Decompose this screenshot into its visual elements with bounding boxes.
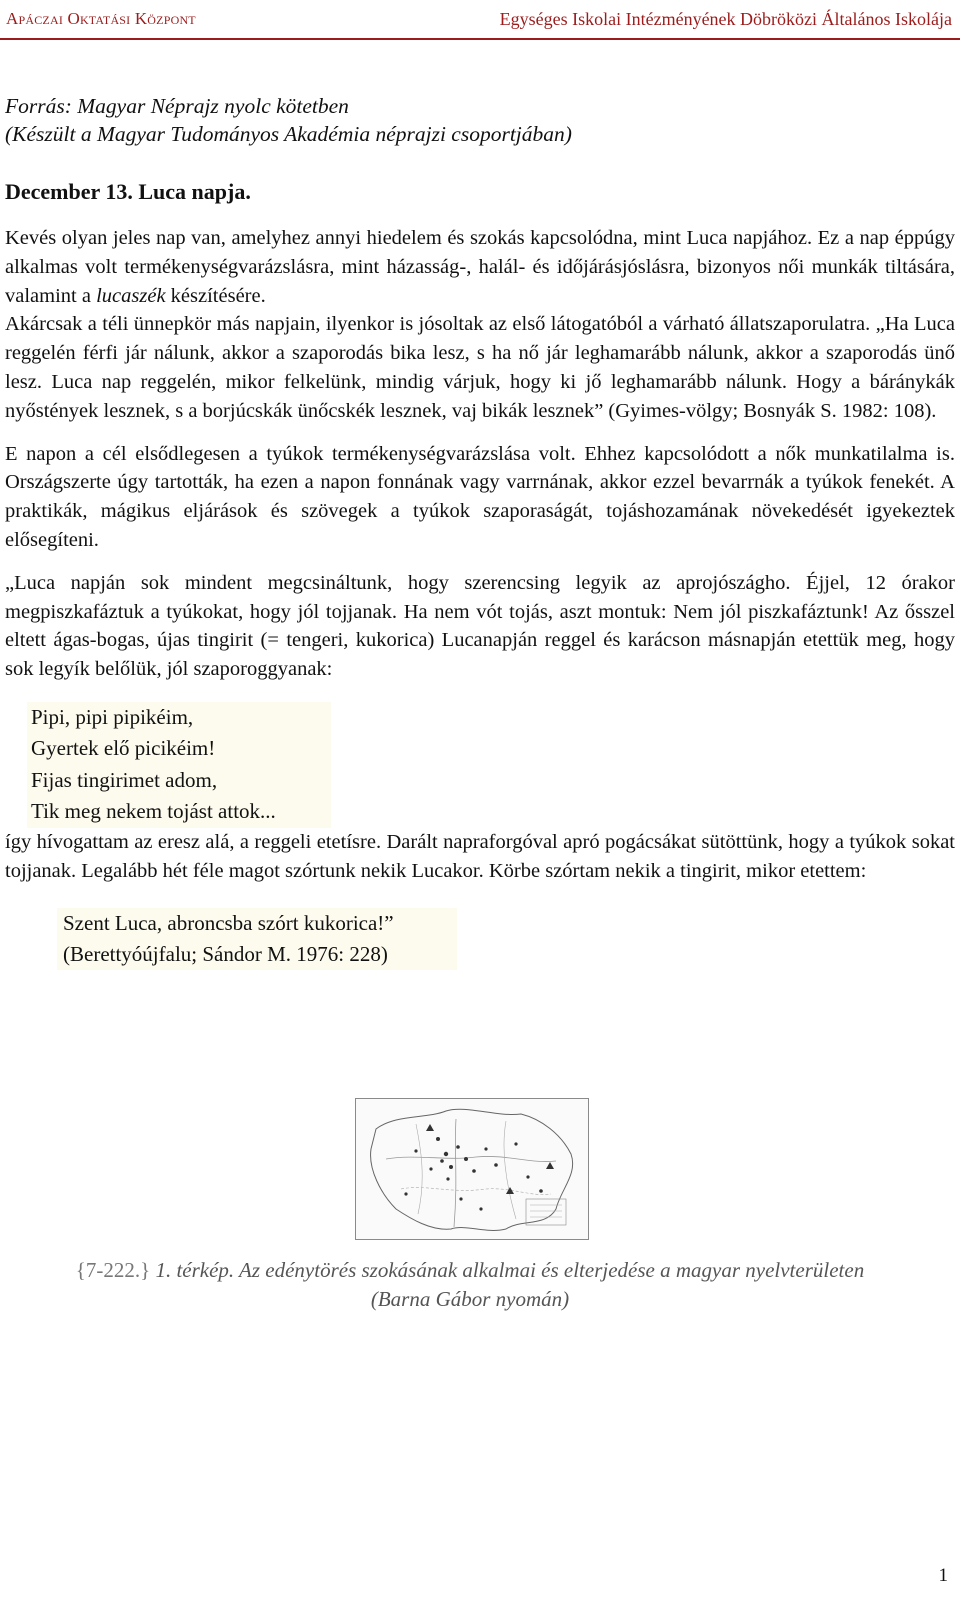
poem-line: Tik meg nekem tojást attok... (31, 799, 276, 824)
paragraph-5: így hívogattam az eresz alá, a reggeli etetísre. Darált napraforgóval apró pogácsákat sütöttünk, hogy a tyúkok sokat tojjanak. Legalább hét féle magot szórtunk nekik Lucakor. Körbe szórtam nekik a tingirit, mikor etettem: (5, 830, 955, 882)
poem-line: Pipi, pipi pipikéim, (31, 704, 194, 729)
paragraph-1-text-a: Kevés olyan jeles nap van, amelyhez annyi hiedelem és szokás kapcsolódna, mint Luca napjához. Ez a nap éppúgy alkalmas volt termékenységvarázslásra, mint házasság-, halál- és időjárásjóslásra, bizonyos női munkák tiltására, valamint a (5, 227, 955, 307)
quote-block (57, 908, 457, 970)
hungary-map-icon (356, 1099, 588, 1239)
quote-citation: (Berettyóújfalu; Sándor M. 1976: 228) (63, 941, 388, 966)
caption-line-1 (0, 1256, 940, 1285)
map-caption (0, 1256, 940, 1314)
paragraph-2: Akárcsak a téli ünnepkör más napjain, ilyenkor is jósoltak az első látogatóból a várható állatszaporulatra. „Ha Luca reggelén férfi jár nálunk, akkor a szaporodás bika lesz, s ha nő jár leghamarább nálunk, akkor a szaporodás ünő lesz. Luca nap reggelén, mikor felkelünk, mindig várjuk, hogy ki jő leghamarább nálunk. Hogy a báránykák nyőstények lesznek, s a borjúcskák ünőcskék lesznek, vaj bikák lesznek” (Gyimes-völgy; Bosnyák S. 1982: 108). (5, 313, 955, 422)
page-header (0, 0, 960, 40)
poem-block (27, 702, 331, 828)
poem-line: Fijas tingirimet adom, (31, 767, 218, 792)
header-organization: Apáczai Oktatási Központ (6, 9, 196, 28)
source-line-2: (Készült a Magyar Tudományos Akadémia néprajzi csoportjában) (5, 122, 572, 146)
document-body (5, 92, 955, 970)
caption-id: {7-222.} (75, 1258, 151, 1282)
poem-line: Gyertek elő picikéim! (31, 736, 216, 761)
paragraph-1 (5, 224, 955, 310)
paragraph-1-emphasis: lucaszék (96, 284, 166, 307)
header-school: Egységes Iskolai Intézményének Döbröközi Általános Iskolája (499, 9, 952, 29)
section-title: December 13. Luca napja. (5, 179, 251, 204)
paragraph-3: E napon a cél elsődlegesen a tyúkok termékenységvarázslása volt. Ehhez kapcsolódott a nők munkatilalma is. Országszerte úgy tartották, ha ezen a napon fonnának vagy varrnának, akkor ezzel bevarrnák a tyúkok fenekét. A praktikák, mágikus eljárások és szövegek a tyúkok szaporaságát, tojáshozamának növekedését igyekeztek elősegíteni. (5, 442, 955, 551)
map-image (355, 1098, 589, 1240)
caption-text: 1. térkép. Az edénytörés szokásának alkalmai és elterjedése a magyar nyelvterületen (150, 1258, 865, 1282)
paragraph-4: „Luca napján sok mindent megcsináltunk, hogy szerencsing legyik az aprojószágho. Éjjel, 12 órakor megpiszkafáztuk a tyúkokat, hogy jól tojjanak. Ha nem vót tojás, aszt montuk: Nem jól piszkafáztunk! Az ősszel eltett ágas-bogas, újas tingirit (= tengeri, kukorica) Lucanapján reggel és karácson másnapján etettük meg, hogy sok legyík belőlük, jól szaporoggyanak: (5, 571, 955, 681)
caption-line-2: (Barna Gábor nyomán) (370, 1287, 570, 1311)
paragraph-1-text-b: készítésére. (165, 284, 266, 307)
source-line-1: Forrás: Magyar Néprajz nyolc kötetben (5, 94, 349, 118)
quote-line: Szent Luca, abroncsba szórt kukorica!” (63, 910, 394, 935)
page-number: 1 (938, 1565, 948, 1586)
